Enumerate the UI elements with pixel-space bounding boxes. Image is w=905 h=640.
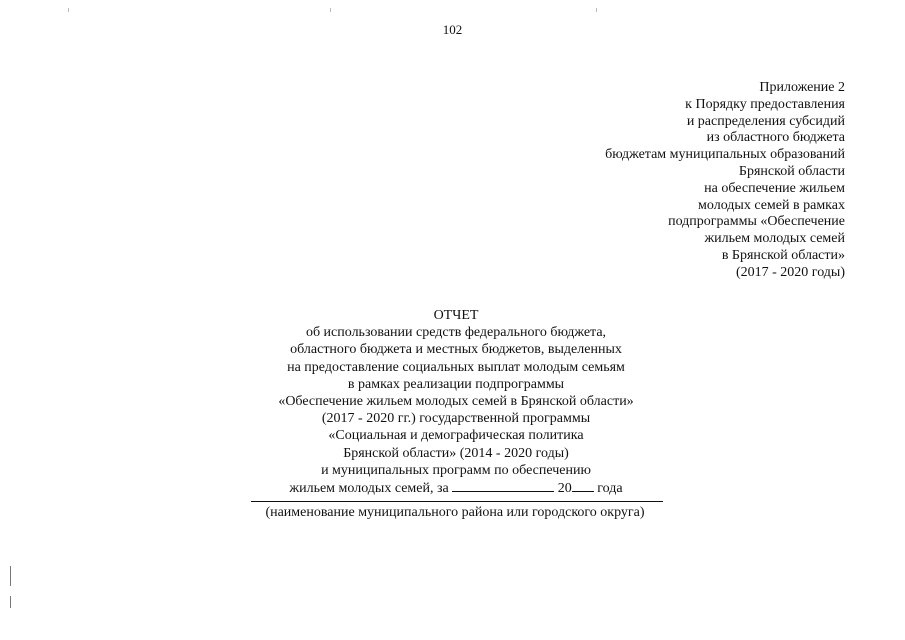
report-line: на предоставление социальных выплат молодым семьям — [287, 359, 625, 375]
scan-edge-mark — [10, 566, 11, 586]
year-suffix: года — [597, 481, 623, 497]
appendix-line: в Брянской области» — [721, 247, 845, 263]
report-line: (2017 - 2020 гг.) государственной программы — [321, 411, 591, 427]
appendix-line: молодых семей в рамках — [698, 197, 845, 213]
report-period-prefix: жильем молодых семей, за — [289, 481, 449, 497]
report-period-line — [256, 479, 656, 497]
appendix-line: Брянской области — [738, 163, 845, 179]
report-line: в рамках реализации подпрограммы — [347, 376, 565, 392]
appendix-line: на обеспечение жильем — [704, 180, 845, 196]
report-line: «Социальная и демографическая политика — [328, 428, 584, 444]
report-line: об использовании средств федерального бюджета, — [305, 325, 607, 341]
year-prefix: 20 — [557, 481, 572, 497]
appendix-line: жильем молодых семей — [704, 231, 845, 247]
period-blank[interactable] — [452, 479, 554, 492]
municipality-caption: (наименование муниципального района или городского округа) — [265, 505, 645, 520]
report-line: «Обеспечение жильем молодых семей в Брянской области» — [278, 394, 634, 410]
report-line: областного бюджета и местных бюджетов, выделенных — [290, 342, 622, 358]
scan-speck — [330, 8, 331, 12]
appendix-line: подпрограммы «Обеспечение — [668, 214, 845, 230]
appendix-block — [605, 80, 845, 282]
appendix-line: (2017 - 2020 годы) — [735, 264, 845, 280]
appendix-line: бюджетам муниципальных образований — [605, 147, 845, 163]
appendix-line: и распределения субсидий — [686, 113, 845, 129]
report-line: и муниципальных программ по обеспечению — [321, 462, 591, 478]
report-line: Брянской области» (2014 - 2020 годы) — [343, 445, 569, 461]
page-number: 102 — [442, 22, 463, 37]
report-heading: ОТЧЕТ — [433, 308, 479, 323]
scan-speck — [68, 8, 69, 12]
appendix-line: из областного бюджета — [706, 130, 845, 146]
appendix-line: к Порядку предоставления — [685, 96, 845, 112]
scan-speck — [596, 8, 597, 12]
municipality-name-line[interactable] — [251, 501, 663, 502]
year-blank[interactable] — [572, 479, 594, 492]
appendix-line: Приложение 2 — [759, 80, 845, 95]
report-title-block — [256, 307, 656, 497]
scan-edge-mark — [10, 596, 11, 608]
